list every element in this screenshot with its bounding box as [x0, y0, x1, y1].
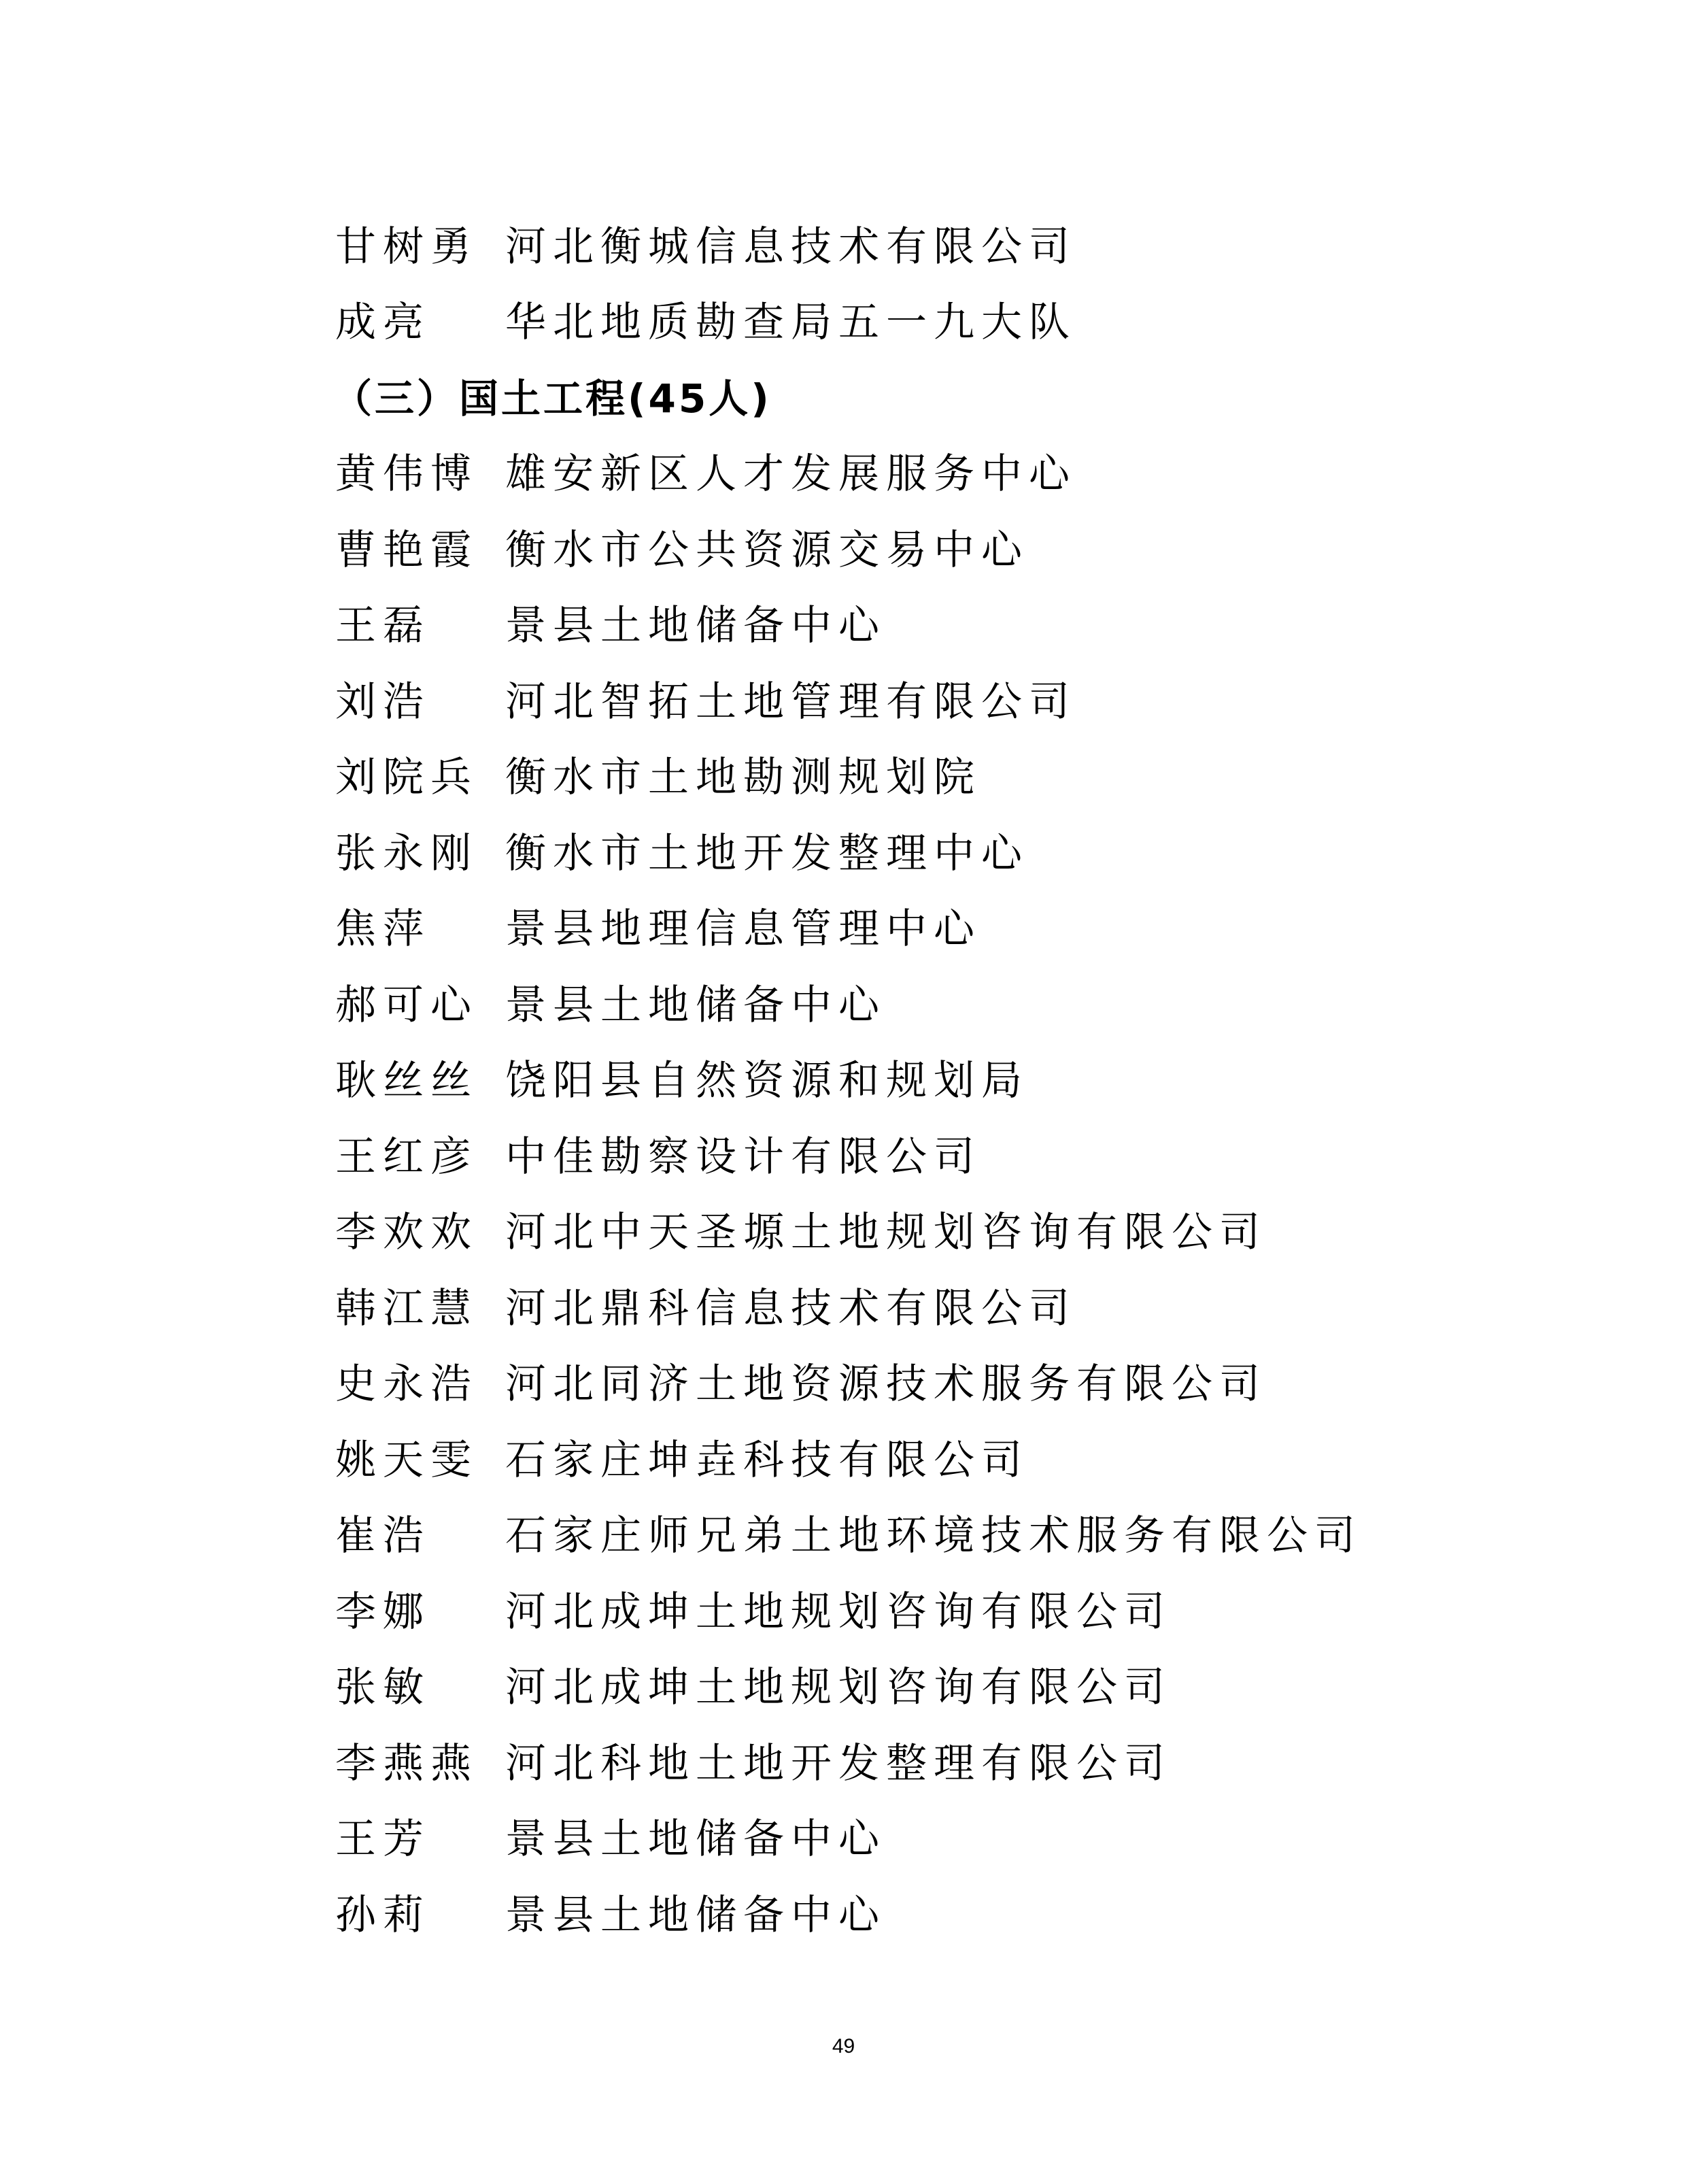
person-name: 孙莉 — [335, 1891, 430, 1939]
list-item — [335, 509, 1627, 585]
list-item — [335, 433, 1627, 509]
person-name: 韩江慧 — [335, 1284, 478, 1332]
list-item — [335, 1570, 1627, 1647]
organization-name: 景县土地储备中心 — [505, 602, 886, 650]
list-item — [335, 737, 1627, 813]
person-name: 成亮 — [335, 299, 430, 347]
organization-name: 景县土地储备中心 — [505, 1815, 886, 1864]
organization-name: 中佳勘察设计有限公司 — [505, 1132, 981, 1181]
organization-name: 河北成坤土地规划咨询有限公司 — [505, 1664, 1172, 1712]
person-name: 耿丝丝 — [335, 1057, 478, 1105]
list-item — [335, 585, 1627, 661]
list-item — [335, 1495, 1627, 1571]
list-item — [335, 1192, 1627, 1268]
list-item — [335, 888, 1627, 964]
list-item — [335, 1722, 1627, 1798]
list-item — [335, 282, 1627, 358]
organization-name: 河北衡城信息技术有限公司 — [505, 222, 1076, 271]
list-item — [335, 1419, 1627, 1495]
organization-name: 衡水市土地勘测规划院 — [505, 754, 981, 802]
person-name: 王磊 — [335, 602, 430, 650]
person-name: 甘树勇 — [335, 222, 478, 271]
list-item — [335, 660, 1627, 737]
organization-name: 河北同济土地资源技术服务有限公司 — [505, 1360, 1267, 1409]
organization-name: 石家庄坤垚科技有限公司 — [505, 1436, 1029, 1484]
organization-name: 饶阳县自然资源和规划局 — [505, 1057, 1029, 1105]
organization-name: 华北地质勘查局五一九大队 — [505, 299, 1076, 347]
list-item — [335, 1874, 1627, 1950]
organization-name: 河北成坤土地规划咨询有限公司 — [505, 1587, 1172, 1636]
person-name: 王红彦 — [335, 1132, 478, 1181]
list-item — [335, 1647, 1627, 1723]
list-item — [335, 205, 1627, 282]
list-item — [335, 1343, 1627, 1419]
person-name: 曹艳霞 — [335, 526, 478, 574]
organization-name: 河北智拓土地管理有限公司 — [505, 677, 1076, 726]
person-name: 李娜 — [335, 1587, 430, 1636]
list-item — [335, 1040, 1627, 1116]
organization-name: 衡水市公共资源交易中心 — [505, 526, 1029, 574]
organization-name: 景县土地储备中心 — [505, 1891, 886, 1939]
organization-name: 衡水市土地开发整理中心 — [505, 829, 1029, 877]
person-name: 刘浩 — [335, 677, 430, 726]
person-name: 刘院兵 — [335, 754, 478, 802]
person-name: 张敏 — [335, 1664, 430, 1712]
personnel-list — [335, 205, 1627, 1950]
person-name: 李欢欢 — [335, 1209, 478, 1257]
organization-name: 河北中天圣塬土地规划咨询有限公司 — [505, 1209, 1267, 1257]
list-item — [335, 812, 1627, 888]
section-heading: （三）国土工程(45人) — [333, 375, 772, 422]
organization-name: 河北鼎科信息技术有限公司 — [505, 1284, 1076, 1332]
person-name: 张永刚 — [335, 829, 478, 877]
organization-name: 景县地理信息管理中心 — [505, 905, 981, 954]
person-name: 李燕燕 — [335, 1739, 478, 1787]
person-name: 史永浩 — [335, 1360, 478, 1409]
list-item — [335, 1115, 1627, 1192]
person-name: 郝可心 — [335, 981, 478, 1029]
list-item — [335, 1267, 1627, 1343]
organization-name: 石家庄师兄弟土地环境技术服务有限公司 — [505, 1512, 1362, 1560]
page-number: 49 — [832, 2035, 855, 2057]
list-item — [335, 964, 1627, 1040]
organization-name: 雄安新区人才发展服务中心 — [505, 450, 1076, 499]
person-name: 姚天雯 — [335, 1436, 478, 1484]
list-item — [335, 1798, 1627, 1875]
organization-name: 河北科地土地开发整理有限公司 — [505, 1739, 1172, 1787]
organization-name: 景县土地储备中心 — [505, 981, 886, 1029]
person-name: 焦萍 — [335, 905, 430, 954]
person-name: 王芳 — [335, 1815, 430, 1864]
person-name: 崔浩 — [335, 1512, 430, 1560]
person-name: 黄伟博 — [335, 450, 478, 499]
